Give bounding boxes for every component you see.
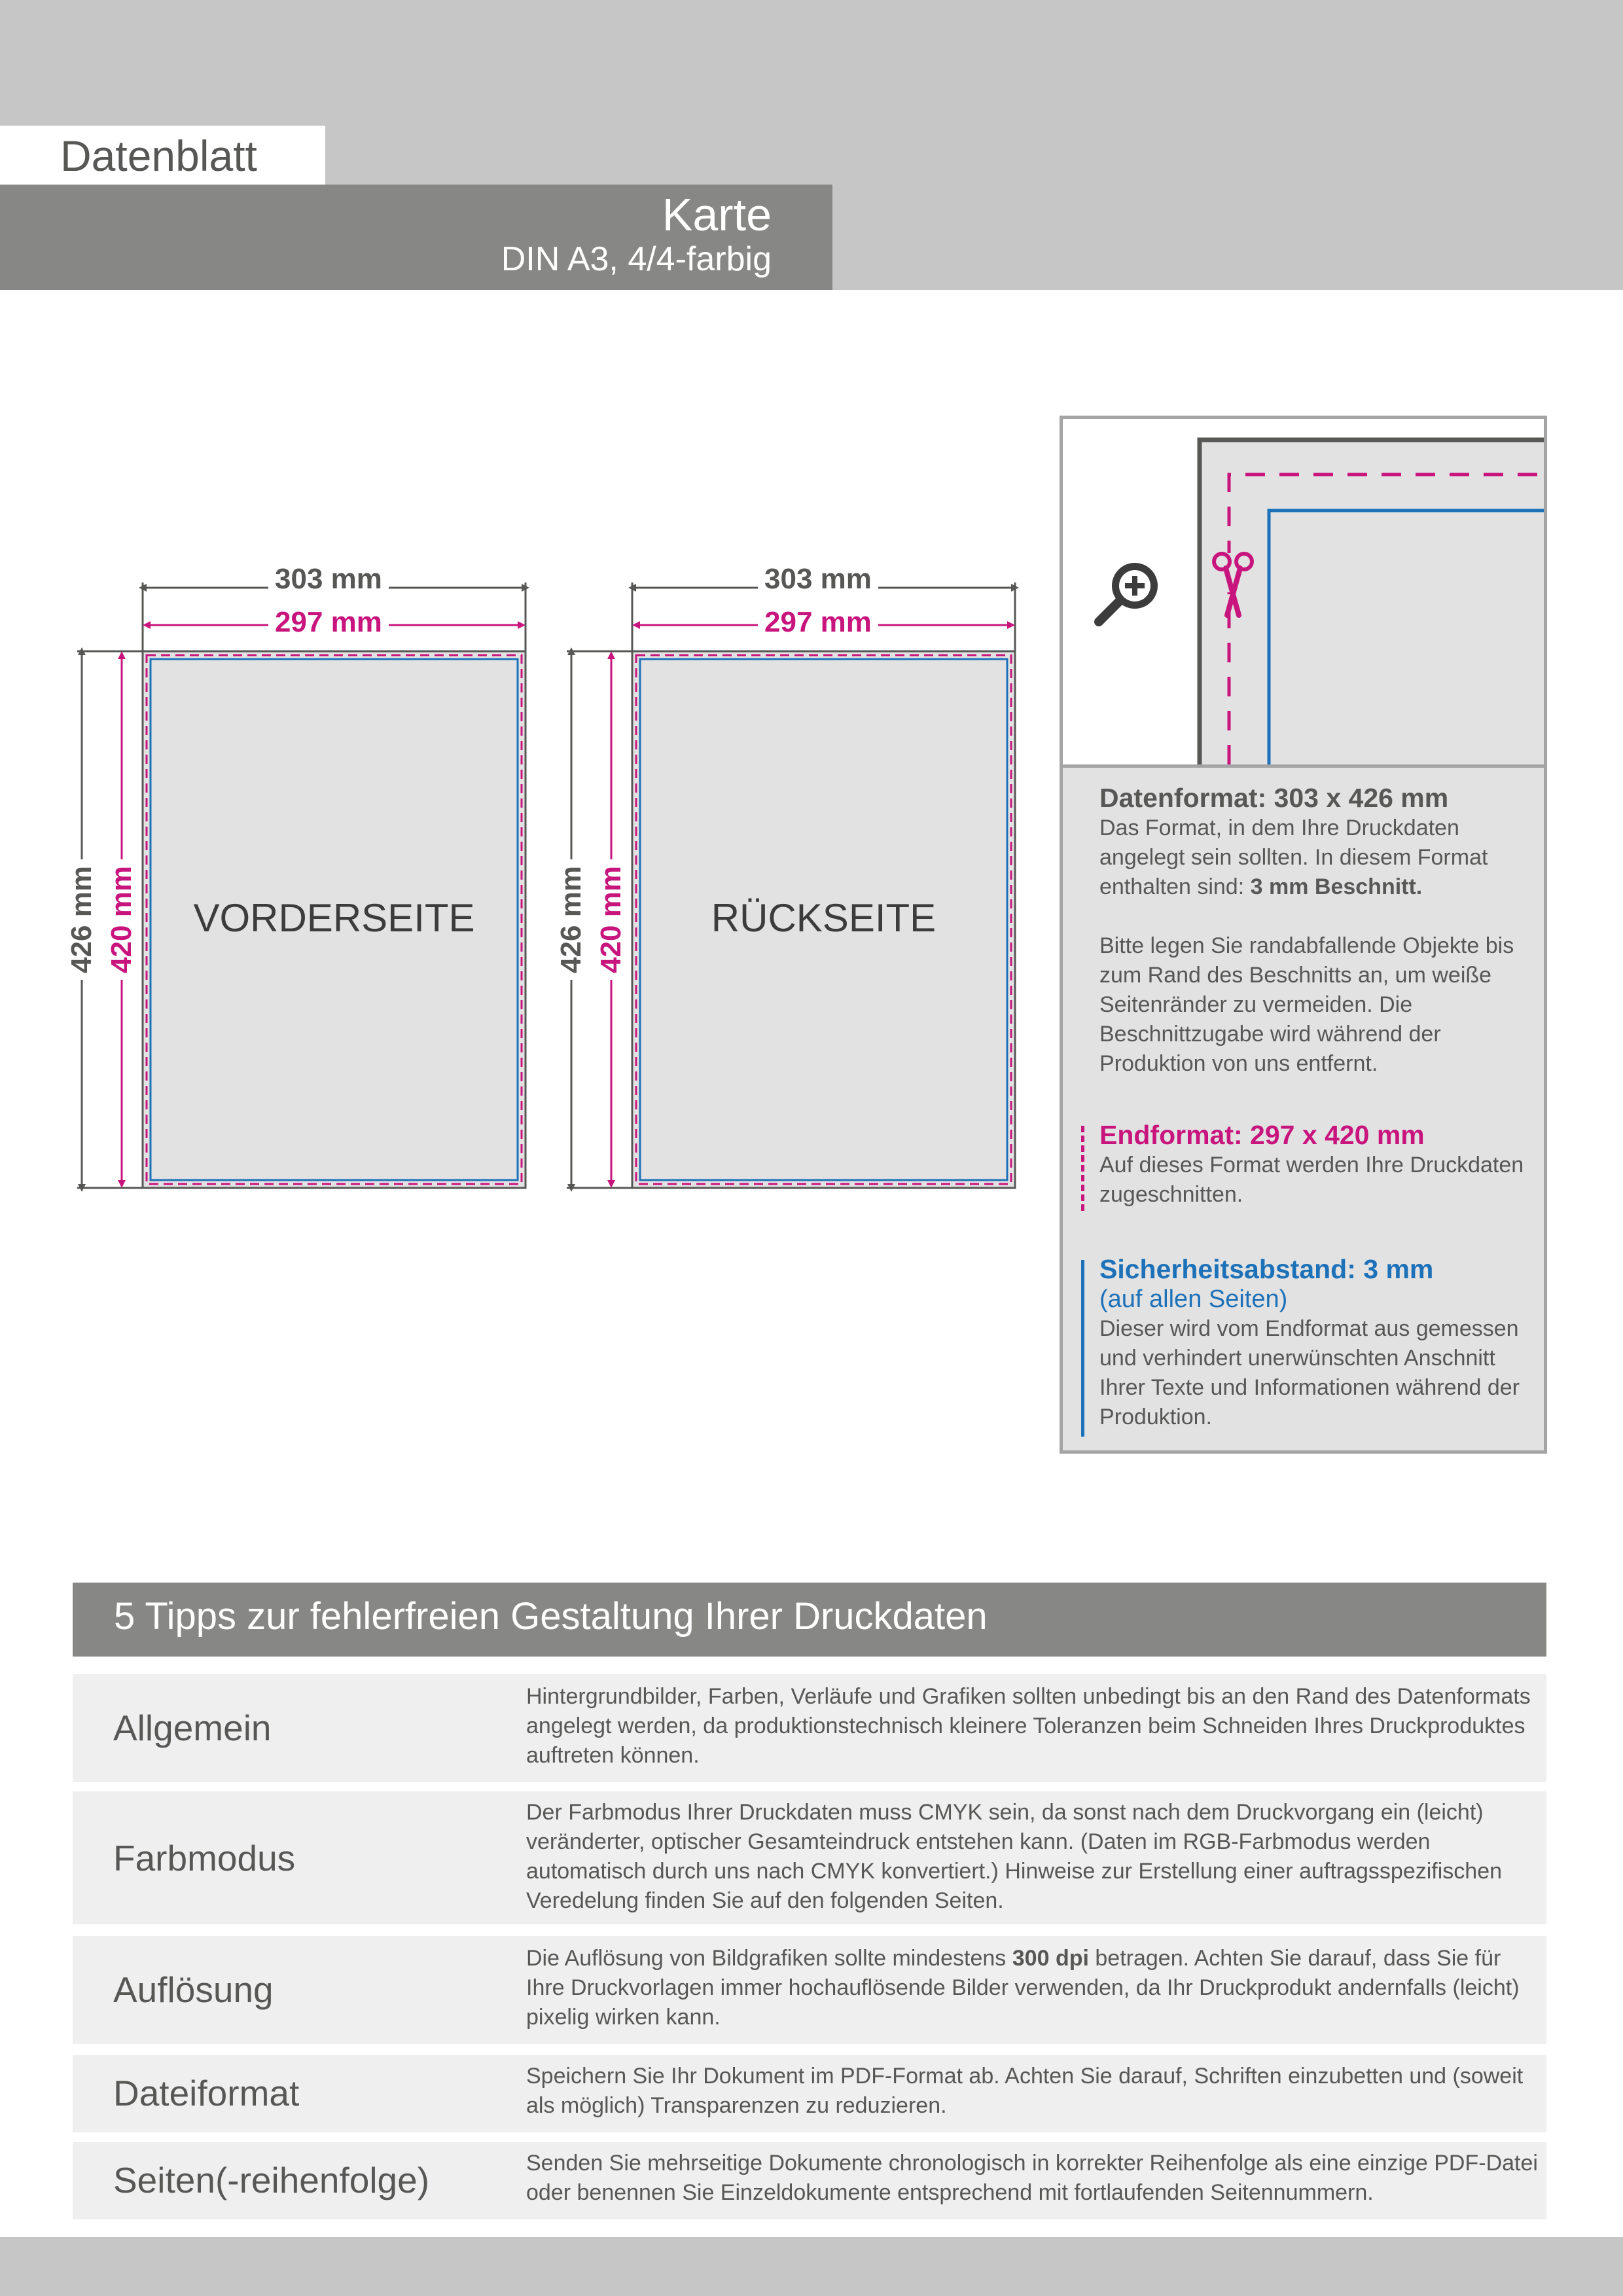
- tip-category: Auflösung: [113, 1969, 274, 2010]
- footer-band: [0, 2237, 1623, 2296]
- tip-text: Speichern Sie Ihr Dokument im PDF-Format ab. Achten Sie darauf, Schriften einzubetten und (soweit als möglich) Transparenzen zu reduzieren.: [526, 2064, 1524, 2118]
- tip-category: Dateiformat: [113, 2073, 300, 2113]
- safety-marker: [1081, 1260, 1084, 1437]
- tip-text: Senden Sie mehrseitige Dokumente chronologisch in korrekter Reihenfolge als eine einzige PDF-Datei oder benennen Sie Einzeldokumente entsprechend mit fortlaufenden Seitennummern.: [526, 2151, 1538, 2205]
- tip-text: Der Farbmodus Ihrer Druckdaten muss CMYK sein, da sonst nach dem Druckvorgang ein (leicht) veränderter, optischer Gesamteindruck entstehen kann. (Daten im RGB-Farbmodus werden automatisch durch uns nach CMYK konvertiert.) Hinweise zur Erstellung einer auftragsspezifischen Veredelung finden Sie auf den folgenden Seiten.: [526, 1800, 1503, 1913]
- back-final-width: 297 mm: [758, 606, 878, 639]
- tip-row: [73, 2142, 1546, 2219]
- endformat-text: Auf dieses Format werden Ihre Druckdaten zugeschnitten.: [1099, 1153, 1524, 1207]
- tip-text-part: betragen. Achten Sie darauf, dass Sie für Ihre Druckvorlagen immer hochauflösende Bilder verwenden, da Ihr Druckprodukt andernfalls (leicht) pixelig wirken kann.: [526, 1946, 1520, 2030]
- sheet-front: [65, 563, 537, 1191]
- datenformat-title: Datenformat: 303 x 426 mm: [1099, 783, 1449, 813]
- tip-row: [73, 1791, 1546, 1924]
- front-data-height: 426 mm: [65, 859, 98, 980]
- safety-section: [1099, 1253, 1531, 1432]
- datenformat-description: [1099, 814, 1525, 902]
- tips-header: [73, 1583, 1546, 1657]
- endformat-title: Endformat: 297 x 420 mm: [1099, 1120, 1425, 1150]
- tips-title: 5 Tipps zur fehlerfreien Gestaltung Ihrer Druckdaten: [114, 1595, 988, 1638]
- front-final-height: 420 mm: [105, 859, 138, 980]
- safety-subtitle: (auf allen Seiten): [1099, 1285, 1288, 1313]
- safety-text: Dieser wird vom Endformat aus gemessen und verhindert unerwünschten Anschnitt Ihrer Texte und Informationen während der Produktion.: [1099, 1316, 1520, 1429]
- info-panel: [1060, 416, 1547, 1454]
- product-title-box: [0, 185, 832, 290]
- tip-text-bold: 300 dpi: [1012, 1946, 1089, 1971]
- tip-text: [526, 1944, 1541, 2032]
- product-format: DIN A3, 4/4-farbig: [501, 240, 772, 278]
- tip-row: [73, 1936, 1546, 2044]
- doc-type-text: Datenblatt: [60, 132, 257, 180]
- endformat-marker: [1081, 1126, 1084, 1211]
- datenformat-bold: 3 mm Beschnitt.: [1250, 874, 1423, 899]
- zoom-detail: [1063, 419, 1544, 768]
- front-final-width: 297 mm: [268, 606, 389, 639]
- datenformat-text: Das Format, in dem Ihre Druckdaten angelegt sein sollten. In diesem Format enthalten sind:: [1099, 816, 1488, 899]
- scissors-icon: [1210, 550, 1256, 622]
- back-data-width: 303 mm: [758, 563, 878, 596]
- endformat-section: [1099, 1119, 1531, 1210]
- tip-text: Hintergrundbilder, Farben, Verläufe und Grafiken sollten unbedingt bis an den Rand des Datenformats angelegt werden, da produktionstechnisch kleinere Toleranzen beim Schneiden Ihres Druckproduktes auftreten können.: [526, 1684, 1531, 1768]
- tip-row: [73, 2055, 1546, 2132]
- bleed-text: Bitte legen Sie randabfallende Objekte bis zum Rand des Beschnitts an, um weiße Seitenränder zu vermeiden. Die Beschnittzugabe wird während der Produktion von uns entfernt.: [1099, 933, 1514, 1076]
- back-data-height: 426 mm: [555, 859, 588, 980]
- tip-row: [73, 1674, 1546, 1782]
- product-name: Karte: [662, 189, 772, 240]
- doc-type-label: [0, 126, 325, 185]
- sheet-back: [555, 563, 1026, 1191]
- front-data-width: 303 mm: [268, 563, 389, 596]
- front-label: VORDERSEITE: [193, 896, 475, 940]
- tip-category: Farbmodus: [113, 1838, 296, 1878]
- datenformat-section: [1099, 782, 1525, 1079]
- tip-text-part: Die Auflösung von Bildgrafiken sollte mindestens: [526, 1946, 1007, 1971]
- back-final-height: 420 mm: [595, 859, 628, 980]
- back-label: RÜCKSEITE: [711, 896, 936, 940]
- tip-category: Seiten(-reihenfolge): [113, 2160, 430, 2200]
- safety-title: Sicherheitsabstand: 3 mm: [1099, 1254, 1434, 1284]
- zoom-in-icon: [1092, 556, 1164, 628]
- tip-category: Allgemein: [113, 1708, 272, 1748]
